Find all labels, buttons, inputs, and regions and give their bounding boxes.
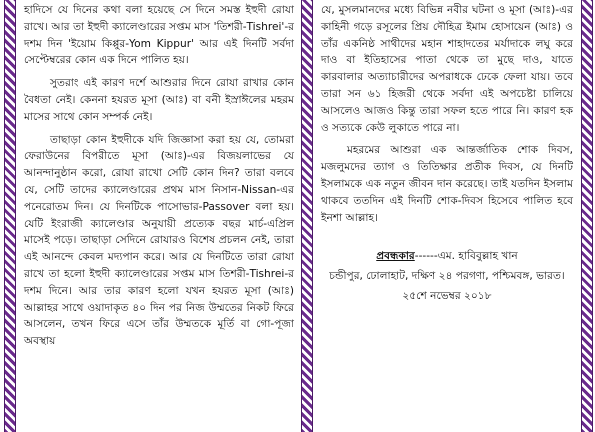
center-ornamental-border — [301, 0, 313, 432]
right-paragraph-2: মহরমের আশুরা এক আন্তর্জাতিক শোক দিবস, মজলুমদের ত্যাগ ও তিতিক্ষার প্রতীক দিবস, যে দিনটি ইসলামকে এক নতুন জীবন দান করেছে। তাই যতদিন ইসলাম থাকবে ততদিন এই দিনটি শোক-দিবস হিসেবে পালিত হবে ইনশা আল্লাহ। — [321, 144, 573, 224]
author-signature-block — [321, 246, 573, 306]
author-line — [321, 246, 573, 266]
author-separator: ------ — [414, 250, 438, 263]
left-paragraph-3: তাছাড়া কোন ইহুদীকে যদি জিজ্ঞাসা করা হয় যে, তোমরা ফেরাউনের বিপরীতে মূসা (আঃ)-এর বিজয়লাভের যে আনন্দানুষ্ঠান করো, রোযা রাখো সেটি কোন দিন? তারা বলবে যে, সেটি তাদের ক্যালেণ্ডারের প্রথম মাস নিসান-Nissan-এর পনেরোতম দিন। যে দিনটিকে পাসোভার-Passover বলা হয়। যেটি ইংরাজী ক্যালেণ্ডার অনুযায়ী প্রত্যেক বছর মার্চ-এপ্রিল মাসেই পড়ে। তাছাড়া সেদিনে রোযারও বিশেষ প্রচলন নেই, তারা এই আনন্দে কেবল মদ্যপান করে। আর যে দিনটিতে তারা রোযা রাখে তা হলো ইহুদী ক্যালেণ্ডারের সপ্তম মাস তিশরী-Tishrei-র দশম দিনে। আর তার কারণ হলো যখন হযরত মূসা (আঃ) আল্লাহর সাথে ওয়াদাকৃত ৪০ দিন পর নিজ উম্মতের নিকট ফিরে আসলেন, তখন ফিরে এসে তাঁর উম্মতকে মূর্তি বা গো-পূজা অবস্থায় — [24, 133, 294, 348]
author-name: এম. হাবিবুল্লাহ খান — [437, 250, 518, 263]
right-ornamental-border — [581, 0, 593, 432]
left-ornamental-border — [4, 0, 16, 432]
author-date: ২৫শে নভেম্বর ২০১৮ — [402, 290, 492, 303]
left-paragraph-2: সুতরাং এই কারণ দর্শে আশুরার দিনে রোযা রাখার কোন বৈধতা নেই। কেননা হযরত মূসা (আঃ) বা বনী ইস্রাঈলের মহরম মাসের সাথে কোন সম্পর্ক নেই। — [24, 77, 294, 123]
right-paragraph-1: যে, মুসলমানদের মধ্যে বিভিন্ন নবীর ঘটনা ও মূসা (আঃ)-এর কাহিনী গড়ে রসূলের প্রিয় দৌহিত্র ইমাম হোসায়েন (আঃ) ও তাঁর একনিষ্ঠ সাথীদের মহান শাহাদতের মর্যাদাকে লঘু করে দাও বা ইতিহাসের পাতা থেকে তা মুছে দাও, যাতে কারবালার অত্যাচারীদের অপরাধকে ঢেকে ফেলা যায়। তবে তারা সন ৬১ হিজরী থেকে সর্বদা এই অপচেষ্টা চালিয়ে আসলেও আজও কিন্তু তারা সফল হতে পারে নি। কারণ হক ও সত্যকে কেউ লুকাতে পারে না। — [321, 4, 573, 134]
author-label: প্রবন্ধকার — [376, 250, 415, 263]
author-address: চন্ডীপুর, ঢোলাহাট, দক্ষিণ ২৪ পরগণা, পশ্চিমবঙ্গ, ভারত। — [329, 270, 565, 283]
right-text-column — [321, 0, 573, 306]
left-text-column — [24, 0, 294, 356]
left-paragraph-1: হাদিসে যে দিনের কথা বলা হয়েছে সে দিনে সমস্ত ইহুদী রোযা রাখে। আর তা ইহুদী ক্যালেণ্ডারের সপ্তম মাস 'তিশরী-Tishrei'-র দশম দিন 'ইয়োম কিপ্পুর-Yom Kippur' আর এই দিনটি সর্বদা সেপ্টেম্বরের কোন এক দিনে পালিত হয়। — [24, 4, 294, 67]
